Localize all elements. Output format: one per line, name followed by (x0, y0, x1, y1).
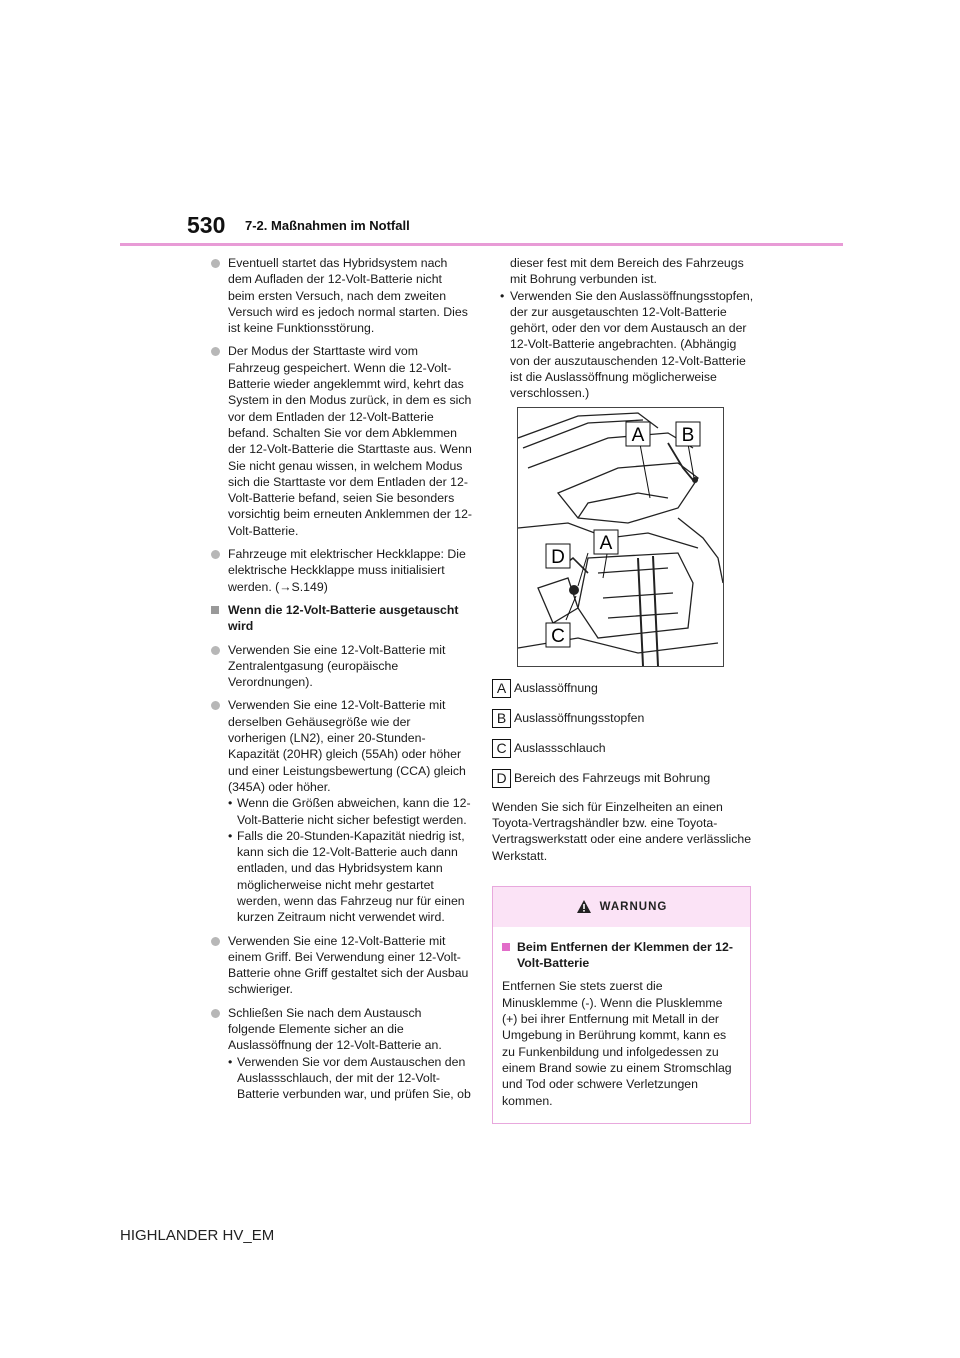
bullet-item (210, 697, 472, 795)
right-column (492, 255, 757, 1124)
sub-item-text: Verwenden Sie den Auslassöffnungsstopfen, der zur ausgetauschten 12-Volt-Batterie gehört, oder den vor dem Austausch an der 12-Volt-Batterie angebrachten. (Abhängig von der auszutauschenden 12-Volt-Batterie ist die Auslassöffnung möglicherweise verschlossen.) (510, 288, 754, 401)
callout-label-b (676, 422, 700, 446)
bullet-text: Verwenden Sie eine 12-Volt-Batterie mit Zentralentgasung (europäische Verordnungen). (228, 642, 446, 690)
page-number: 530 (187, 212, 226, 238)
warning-title: WARNUNG (599, 900, 668, 913)
bullet-text: Fahrzeuge mit elektrischer Heckklappe: Die elektrische Heckklappe muss initialisiert werden. (→S.149) (228, 547, 466, 594)
sub-item-text: Falls die 20-Stunden-Kapazität niedrig ist, kann sich die 12-Volt-Batterie auch dann entladen, und das Hybridsystem kann möglicherweise nicht mehr gestartet werden, wenn das Fahrzeug nur für einen kurzen Zeitraum nicht verwendet wird. (237, 828, 465, 925)
sub-list-item (210, 1054, 472, 1103)
bullet-dot-icon (211, 347, 220, 356)
battery-illustration (517, 407, 724, 667)
legend-key: D (492, 769, 511, 788)
bullet-text: Eventuell startet das Hybridsystem nach dem Aufladen der 12-Volt-Batterie nicht beim ersten Versuch, nach dem zweiten Versuch wird es jedoch normal starten. Dies ist keine Funktionsstörung. (228, 256, 468, 336)
legend-key: B (492, 709, 511, 728)
warning-header (493, 887, 750, 927)
bullet-dot-icon (211, 937, 220, 946)
svg-text:A: A (599, 532, 613, 554)
bullet-item (210, 1005, 472, 1054)
legend-item-b (492, 709, 757, 727)
warning-text: Entfernen Sie stets zuerst die Minusklemme (-). Wenn die Plusklemme (+) bei ihrer Entfernung mit Metall in der Umgebung in Berührung kommt, kann es zu Funkenbildung und infolgedessen zu einem Brand sowie zu einem Stromschlag und Tod oder schwere Verletzungen kommen. (502, 979, 732, 1108)
sub-list-item-continued (492, 255, 757, 288)
battery-drawing (518, 408, 723, 666)
sub-bullet-icon: • (228, 796, 233, 811)
warning-body (493, 927, 750, 1123)
warning-triangle-icon (576, 899, 592, 914)
legend-key: A (492, 679, 511, 698)
svg-text:D: D (551, 546, 565, 568)
footer-model: HIGHLANDER HV_EM (120, 1227, 275, 1244)
legend-text: Bereich des Fahrzeugs mit Bohrung (514, 770, 711, 785)
sub-list-item (210, 795, 472, 828)
callout-label-c (546, 623, 570, 647)
warning-box (492, 886, 751, 1124)
bullet-dot-icon (211, 550, 220, 559)
bullet-text: Der Modus der Starttaste wird vom Fahrzeug gespeichert. Wenn die 12-Volt-Batterie wieder angeklemmt wird, kehrt das System in den Modus zurück, in dem es sich vor dem Entladen der 12-Volt-Batterie befand. Schalten Sie vor dem Abklemmen der 12-Volt-Batterie die Starttaste aus. Wenn Sie nicht genau wissen, in welchem Modus sich die Starttaste vor dem Entladen der 12-Volt-Batterie befand, seien Sie besonders vorsichtig beim erneuten Anklemmen der 12-Volt-Batterie. (228, 344, 473, 538)
callout-label-a-top (626, 422, 650, 446)
legend-item-a (492, 679, 757, 697)
svg-text:A: A (631, 424, 645, 446)
bullet-item (210, 933, 472, 998)
sub-bullet-icon: • (500, 288, 505, 303)
square-bullet-icon (211, 606, 219, 614)
closing-paragraph: Wenden Sie sich für Einzelheiten an einen Toyota-Vertragshändler bzw. eine Toyota-Vertragswerkstatt oder eine andere verlässliche Werkstatt. (492, 799, 752, 863)
callout-label-a-middle (594, 530, 618, 554)
subheading (210, 602, 472, 635)
bullet-dot-icon (211, 646, 220, 655)
legend-text: Auslassöffnungsstopfen (514, 710, 645, 725)
warning-heading (502, 939, 741, 972)
bullet-text: Verwenden Sie eine 12-Volt-Batterie mit einem Griff. Bei Verwendung einer 12-Volt-Batterie ohne Griff gestaltet sich der Ausbau schwieriger. (228, 933, 469, 997)
sub-item-text: dieser fest mit dem Bereich des Fahrzeugs mit Bohrung verbunden ist. (510, 256, 744, 287)
bullet-dot-icon (211, 701, 220, 710)
bullet-text: Verwenden Sie eine 12-Volt-Batterie mit derselben Gehäusegröße wie der vorherigen (LN2), einer 20-Stunden-Kapazität (20HR) gleich (55Ah) oder höher und einer Leistungsbewertung (CCA) gleich (345A) oder höher. (228, 698, 466, 794)
bullet-item (210, 642, 472, 691)
sub-list-item (210, 828, 472, 926)
bullet-dot-icon (211, 1009, 220, 1018)
legend-item-c (492, 739, 757, 757)
bullet-text: Schließen Sie nach dem Austausch folgende Elemente sicher an die Auslassöffnung der 12-Volt-Batterie an. (228, 1005, 442, 1053)
sub-bullet-icon: • (228, 828, 233, 843)
legend-key: C (492, 739, 511, 758)
svg-text:B: B (681, 424, 695, 446)
sub-list-item (492, 288, 757, 402)
left-column (210, 255, 472, 1103)
bullet-dot-icon (211, 259, 220, 268)
header-rule (120, 243, 843, 246)
bullet-item (210, 546, 472, 595)
legend-text: Auslassschlauch (514, 740, 606, 755)
callout-label-d (546, 544, 570, 568)
bullet-item (210, 343, 472, 539)
sub-item-text: Verwenden Sie vor dem Austauschen den Auslassschlauch, der mit der 12-Volt-Batterie verbunden war, und prüfen Sie, ob (237, 1054, 471, 1102)
sub-item-text: Wenn die Größen abweichen, kann die 12-Volt-Batterie nicht sicher befestigt werden. (237, 796, 471, 827)
legend-text: Auslassöffnung (514, 680, 598, 695)
legend-item-d (492, 769, 757, 787)
subheading-text: Wenn die 12-Volt-Batterie ausgetauscht wird (228, 602, 459, 634)
warning-heading-text: Beim Entfernen der Klemmen der 12-Volt-Batterie (517, 939, 733, 971)
svg-text:C: C (551, 625, 565, 647)
square-bullet-icon (502, 943, 510, 951)
section-title: 7-2. Maßnahmen im Notfall (245, 218, 410, 233)
sub-bullet-icon: • (228, 1054, 233, 1069)
bullet-item (210, 255, 472, 336)
